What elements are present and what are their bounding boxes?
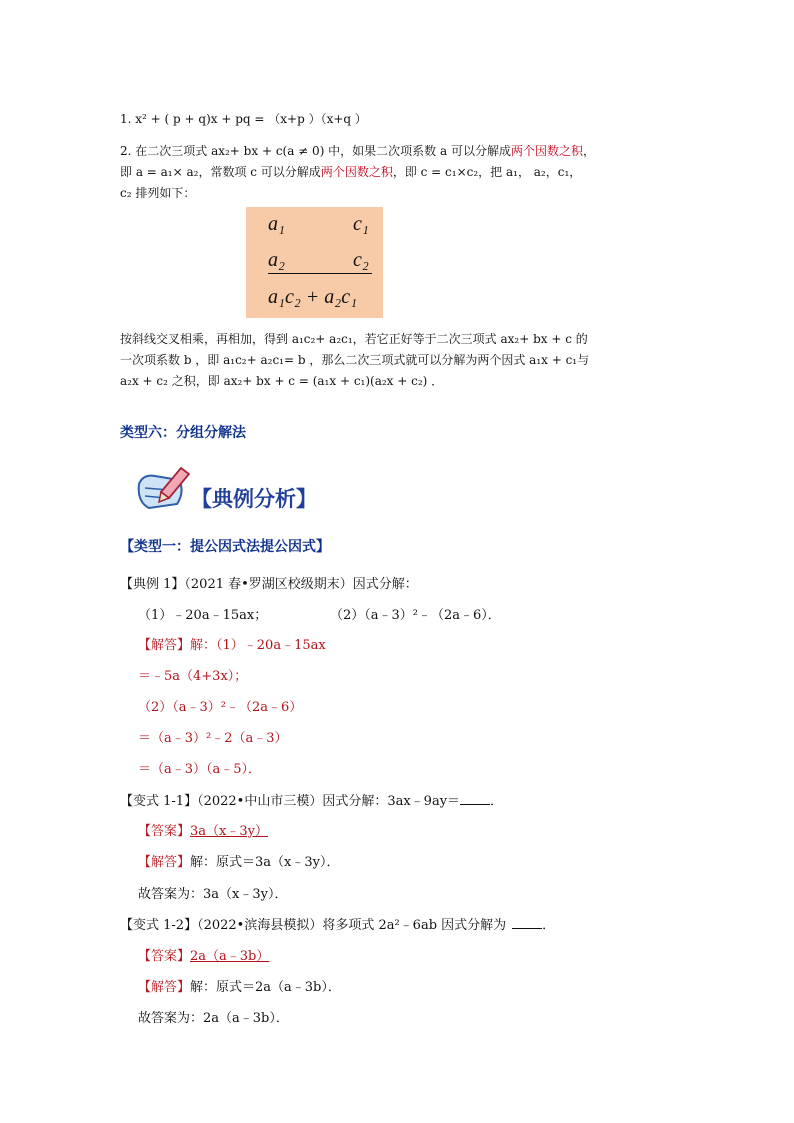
box-cross-sum: a₁c₂ + a₂c₁ [268, 286, 358, 308]
text-line-3a: 按斜线交叉相乘，再相加，得到 a₁c₂+ a₂c₁，若它正好等于二次三项式 ax₂+ bx + c 的 [120, 332, 588, 346]
example1-answer-head [138, 634, 326, 653]
variant-1-1-heading [120, 790, 503, 809]
box-c1: c₁ [353, 213, 369, 235]
example1-heading: 【典例 1】（2021 春•罗湖区校级期末）因式分解： [120, 577, 418, 592]
text-segment: 2. 在二次三项式 ax₂+ bx + c(a ≠ 0) 中，如果二次项系数 a 可以分解成 [120, 144, 511, 158]
text-segment: 即 a = a₁× a₂，常数项 c 可以分解成 [120, 165, 321, 179]
answer-value: 3a（x﹣3y） [190, 824, 268, 839]
highlight-text: 两个因数之积 [320, 165, 393, 179]
variant-1-1-solution [138, 851, 339, 870]
box-a1: a₁ [268, 213, 285, 235]
variant-1-2-final: 故答案为：2a（a﹣3b）． [138, 1011, 289, 1026]
question-end: ． [490, 794, 504, 809]
example1-step3: ＝（a﹣3）²﹣2（a﹣3） [138, 731, 288, 746]
text-segment: ， [582, 144, 595, 158]
answer-text: 解：（1）﹣20a﹣15ax [190, 638, 326, 653]
text-segment: ，即 c = c₁×c₂，把 a₁， a₂，c₁， [392, 165, 582, 179]
text-line-3c: a₂x + c₂ 之积，即 ax₂+ bx + c = (a₁x + c₁)(a₂x + c₂) ． [120, 374, 444, 388]
variant-1-1-answer [138, 820, 268, 839]
box-a2: a₂ [268, 249, 285, 271]
formula-line-1: 1. x² + ( p + q)x + pq = （x+p ）（x+q ） [120, 112, 367, 126]
solution-tag: 【解答】 [138, 855, 191, 870]
solution-text: 解：原式＝3a（x﹣3y）． [190, 855, 340, 870]
variant-1-2-heading [120, 914, 555, 933]
variant-1-2-solution [138, 976, 341, 995]
box-divider [268, 273, 372, 274]
variant-1-1-final: 故答案为：3a（x﹣3y）． [138, 887, 288, 902]
pencil-paper-icon [133, 462, 313, 518]
text-line-2b [120, 163, 581, 180]
solution-tag: 【解答】 [138, 980, 191, 995]
question-end: ． [542, 918, 556, 933]
example1-q2: （2）（a﹣3）²﹣（2a﹣6）． [330, 608, 501, 623]
answer-tag: 【答案】 [138, 949, 191, 964]
example1-step2: （2）（a﹣3）²﹣（2a﹣6） [138, 700, 303, 715]
question-text: 【变式 1-1】（2022•中山市三模）因式分解：3ax﹣9ay＝ [120, 794, 461, 809]
example1-q1: （1）﹣20a﹣15ax； [138, 608, 268, 623]
type1-heading: 【类型一：提公因式法提公因式】 [120, 539, 330, 555]
answer-tag: 【答案】 [138, 824, 191, 839]
text-line-2a [120, 142, 595, 159]
answer-blank [460, 794, 490, 805]
example1-step1: ＝﹣5a（4+3x）； [138, 669, 248, 684]
text-line-2c: c₂ 排列如下： [120, 186, 196, 200]
section-title: 类型六：分组分解法 [120, 425, 246, 441]
answer-value: 2a（a﹣3b） [190, 949, 270, 964]
answer-blank [512, 918, 542, 929]
box-c2: c₂ [353, 249, 369, 271]
answer-tag: 【解答】 [138, 638, 191, 653]
text-line-3b: 一次项系数 b ，即 a₁c₂+ a₂c₁= b ，那么二次三项式就可以分解为两个因式 a₁x + c₁与 [120, 353, 590, 367]
example-banner [133, 462, 313, 518]
highlight-text: 两个因数之积 [510, 144, 583, 158]
variant-1-2-answer [138, 945, 269, 964]
example1-step4: ＝（a﹣3）（a﹣5）． [138, 762, 262, 777]
question-text: 【变式 1-2】（2022•滨海县模拟）将多项式 2a²﹣6ab 因式分解为 [120, 918, 507, 933]
banner-text: 【典例分析】 [191, 487, 313, 511]
solution-text: 解：原式＝2a（a﹣3b）． [190, 980, 341, 995]
